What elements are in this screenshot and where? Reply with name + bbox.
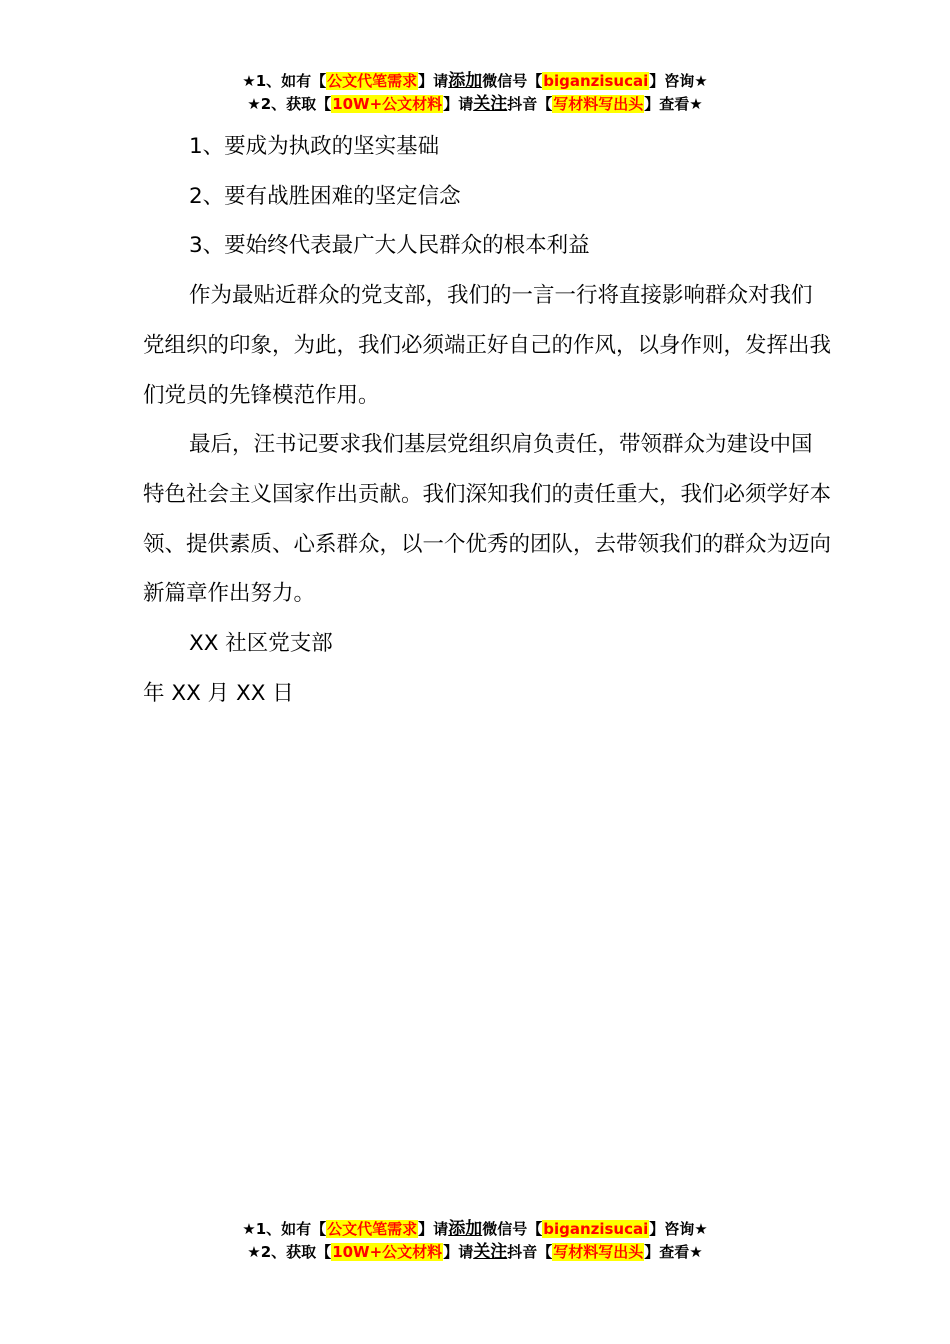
banner-text: ★2、获取【 — [247, 1243, 332, 1261]
list-item: 1、要成为执政的坚实基础 — [189, 134, 440, 159]
footer-banner-line-2 — [0, 1241, 950, 1264]
footer-banner — [0, 1218, 950, 1264]
banner-text: 】咨询★ — [649, 1220, 708, 1238]
signature: XX 社区党支部 — [189, 631, 333, 657]
document-body — [143, 122, 833, 718]
banner-text: 】请 — [443, 1243, 474, 1261]
banner-text: ★1、如有【 — [242, 72, 327, 90]
header-banner — [0, 70, 950, 116]
banner-text: 抖音【 — [507, 1243, 553, 1261]
date-line: 年 XX 月 XX 日 — [143, 680, 294, 706]
banner-text: 】请 — [443, 95, 474, 113]
highlight-wechat-id: biganzisucai — [543, 72, 649, 90]
highlight-service: 公文代笔需求 — [327, 72, 418, 90]
banner-text: 】查看★ — [644, 95, 703, 113]
banner-text: 微信号【 — [482, 72, 543, 90]
header-banner-line-2 — [0, 93, 950, 116]
highlight-service: 公文代笔需求 — [327, 1220, 418, 1238]
header-banner-line-1 — [0, 70, 950, 93]
list-item: 3、要始终代表最广大人民群众的根本利益 — [189, 233, 590, 259]
banner-text: 】请 — [418, 72, 449, 90]
emphasis-follow: 关注 — [473, 94, 508, 114]
banner-text: ★2、获取【 — [247, 95, 332, 113]
emphasis-follow: 关注 — [473, 1242, 508, 1262]
banner-text: 】查看★ — [644, 1243, 703, 1261]
highlight-douyin-account: 写材料写出头 — [553, 1243, 644, 1261]
banner-text: 抖音【 — [507, 95, 553, 113]
emphasis-add: 添加 — [448, 1219, 483, 1239]
highlight-douyin-account: 写材料写出头 — [553, 95, 644, 113]
banner-text: 微信号【 — [482, 1220, 543, 1238]
highlight-materials: 10W+公文材料 — [332, 95, 443, 113]
paragraph-conduct: 作为最贴近群众的党支部，我们的一言一行将直接影响群众对我们党组织的印象，为此，我们必须端正好自己的作风，以身作则，发挥出我们党员的先锋模范作用。 — [143, 283, 832, 408]
highlight-materials: 10W+公文材料 — [332, 1243, 443, 1261]
banner-text: ★1、如有【 — [242, 1220, 327, 1238]
list-item: 2、要有战胜困难的坚定信念 — [189, 183, 461, 209]
paragraph-conclusion: 最后，汪书记要求我们基层党组织肩负责任，带领群众为建设中国特色社会主义国家作出贡献。我们深知我们的责任重大，我们必须学好本领、提供素质、心系群众，以一个优秀的团队，去带领我们的群众为迈向新篇章作出努力。 — [143, 432, 832, 607]
banner-text: 】请 — [418, 1220, 449, 1238]
highlight-wechat-id: biganzisucai — [543, 1220, 649, 1238]
banner-text: 】咨询★ — [649, 72, 708, 90]
footer-banner-line-1 — [0, 1218, 950, 1241]
emphasis-add: 添加 — [448, 71, 483, 91]
